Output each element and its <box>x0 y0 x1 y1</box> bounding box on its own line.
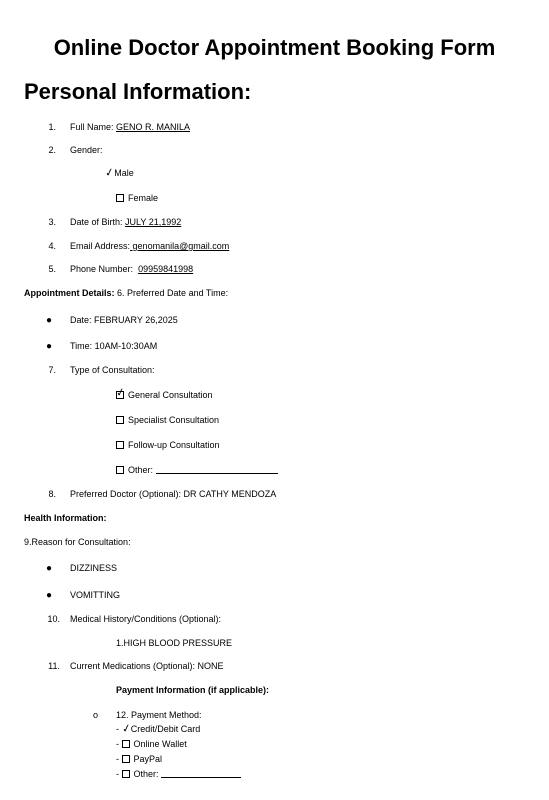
dob-row <box>70 217 181 228</box>
payment-info-heading: Payment Information (if applicable): <box>116 685 270 695</box>
gender-label: Gender: <box>70 145 103 155</box>
medical-history-label: Medical History/Conditions (Optional): <box>70 614 222 624</box>
checkbox-icon <box>122 740 130 748</box>
payment-other-label: Other: <box>133 769 159 779</box>
current-medications[interactable]: Current Medications (Optional): NONE <box>70 661 224 671</box>
consultation-option-other[interactable] <box>116 465 278 476</box>
checkbox-icon <box>116 441 124 449</box>
appointment-details-row <box>24 288 228 299</box>
payment-option-card[interactable]: - ✓Credit/Debit Card <box>116 722 201 736</box>
medical-history-value[interactable]: 1.HIGH BLOOD PRESSURE <box>116 638 233 648</box>
gender-option-male[interactable] <box>105 168 134 179</box>
item-number: 5. <box>48 264 56 274</box>
bullet-icon: ● <box>46 341 53 352</box>
consultation-option-specialist[interactable] <box>116 415 219 426</box>
checkbox-icon <box>122 755 130 763</box>
item-number: 11. <box>48 661 60 671</box>
consultation-type-label: Type of Consultation: <box>70 365 155 375</box>
list-marker: o <box>93 710 99 720</box>
appointment-details-heading: Appointment Details: <box>24 288 115 298</box>
form-title: Online Doctor Appointment Booking Form <box>53 35 496 60</box>
reason-label: 9.Reason for Consultation: <box>24 537 131 547</box>
appointment-date[interactable]: Date: FEBRUARY 26,2025 <box>70 315 178 325</box>
checkbox-icon <box>116 466 124 474</box>
phone-value[interactable]: 09959841998 <box>138 264 194 274</box>
item-number: 7. <box>48 365 56 375</box>
checkbox-icon <box>122 770 130 778</box>
phone-row <box>70 264 193 275</box>
other-blank-field[interactable] <box>156 465 278 474</box>
checkmark-icon: ✓ <box>114 386 127 400</box>
gender-male-label: Male <box>114 168 134 178</box>
email-label: Email Address: <box>70 241 131 251</box>
full-name-value[interactable]: GENO R. MANILA <box>116 122 191 132</box>
checkmark-icon: ✓ <box>120 722 132 736</box>
health-info-heading: Health Information: <box>24 513 107 523</box>
consultation-general-label: General Consultation <box>128 390 213 400</box>
payment-method-label: 12. Payment Method: <box>116 710 202 720</box>
payment-card-label: Credit/Debit Card <box>130 724 201 734</box>
checkbox-icon <box>116 416 124 424</box>
item-number: 3. <box>48 217 56 227</box>
consultation-specialist-label: Specialist Consultation <box>128 415 220 425</box>
gender-option-female[interactable] <box>116 193 158 204</box>
phone-label: Phone Number: <box>70 264 134 274</box>
item-number: 10. <box>47 614 60 624</box>
bullet-icon: ● <box>46 563 53 574</box>
email-row <box>70 241 229 252</box>
gender-female-label: Female <box>128 193 159 203</box>
dob-value[interactable]: JULY 21,1992 <box>125 217 182 227</box>
consultation-other-label: Other: <box>128 465 154 475</box>
checkmark-icon: ✓ <box>103 166 116 180</box>
payment-paypal-label: PayPal <box>133 754 163 764</box>
consultation-followup-label: Follow-up Consultation <box>128 440 220 450</box>
consultation-option-followup[interactable] <box>116 440 220 451</box>
appointment-time[interactable]: Time: 10AM-10:30AM <box>70 341 158 351</box>
payment-option-paypal[interactable]: - PayPal <box>116 754 163 764</box>
dob-label: Date of Birth: <box>70 217 123 227</box>
preferred-doctor[interactable]: Preferred Doctor (Optional): DR CATHY MENDOZA <box>70 489 277 499</box>
payment-option-other[interactable]: - Other: <box>116 769 241 780</box>
full-name-row <box>70 122 190 133</box>
full-name-label: Full Name: <box>70 122 114 132</box>
payment-option-wallet[interactable]: - Online Wallet <box>116 739 187 749</box>
item-number: 4. <box>48 241 56 251</box>
item-number: 1. <box>48 122 56 132</box>
personal-info-heading: Personal Information: <box>24 79 252 104</box>
consultation-option-general[interactable] <box>114 386 213 401</box>
payment-other-blank-field[interactable] <box>161 769 241 778</box>
email-value[interactable]: genomanila@gmail.com <box>132 241 230 251</box>
item-number: 8. <box>48 489 56 499</box>
preferred-date-time-label: 6. Preferred Date and Time: <box>117 288 229 298</box>
reason-item[interactable]: VOMITTING <box>70 590 120 600</box>
bullet-icon: ● <box>46 590 53 601</box>
item-number: 2. <box>48 145 56 155</box>
bullet-icon: ● <box>46 315 53 326</box>
reason-item[interactable]: DIZZINESS <box>70 563 118 573</box>
checkbox-icon <box>116 194 124 202</box>
payment-wallet-label: Online Wallet <box>133 739 187 749</box>
